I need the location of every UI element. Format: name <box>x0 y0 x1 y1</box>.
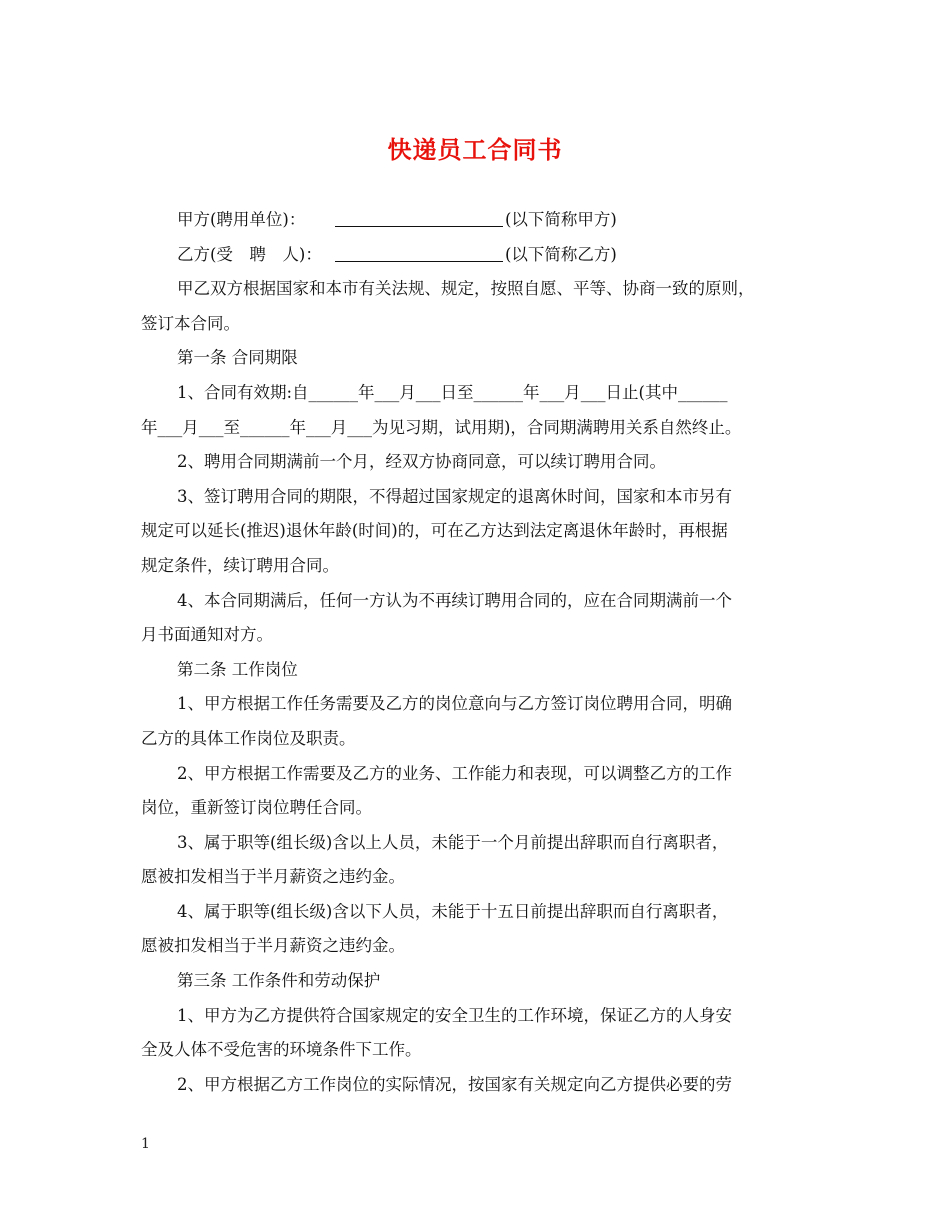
text-line: 2、甲方根据工作需要及乙方的业务、工作能力和表现，可以调整乙方的工作 <box>177 763 732 783</box>
text-line: 3、属于职等(组长级)含以上人员，未能于一个月前提出辞职而自行离职者， <box>177 832 729 852</box>
text-line: 1、甲方为乙方提供符合国家规定的安全卫生的工作环境，保证乙方的人身安 <box>177 1005 732 1025</box>
party-b-label: 乙方(受 聘 人)： <box>177 244 322 264</box>
text-line: 第二条 工作岗位 <box>177 659 298 679</box>
text-line: 第三条 工作条件和劳动保护 <box>177 971 381 991</box>
text-line: 3、签订聘用合同的期限，不得超过国家规定的退离休时间，国家和本市另有 <box>177 486 732 506</box>
party-b-blank <box>335 243 503 262</box>
party-a-label: 甲方(聘用单位)： <box>177 210 306 229</box>
text-line: 1、甲方根据工作任务需要及乙方的岗位意向与乙方签订岗位聘用合同，明确 <box>177 694 732 714</box>
text-line: 规定条件，续订聘用合同。 <box>141 555 339 575</box>
text-line: 2、聘用合同期满前一个月，经双方协商同意，可以续订聘用合同。 <box>177 452 666 472</box>
contract-paragraphs <box>141 272 811 1102</box>
party-b-suffix: (以下简称乙方) <box>505 244 617 264</box>
text-line: 愿被扣发相当于半月薪资之违约金。 <box>141 867 405 887</box>
text-line: 年___月___至______年___月___为见习期，试用期)，合同期满聘用关系自然终止。 <box>141 417 742 437</box>
text-line: 4、属于职等(组长级)含以下人员，未能于十五日前提出辞职而自行离职者， <box>177 901 729 921</box>
document-body <box>141 203 811 1102</box>
party-a-suffix: (以下简称甲方) <box>505 210 617 229</box>
page-number: 1 <box>141 1136 150 1152</box>
text-line: 签订本合同。 <box>141 313 240 333</box>
text-line: 乙方的具体工作岗位及职责。 <box>141 728 356 748</box>
text-line: 岗位，重新签订岗位聘任合同。 <box>141 798 372 818</box>
text-line: 规定可以延长(推迟)退休年龄(时间)的，可在乙方达到法定离退休年龄时，再根据 <box>141 521 728 541</box>
text-line: 1、合同有效期:自______年___月___日至______年___月___日止(其中______ <box>177 382 728 402</box>
text-line: 第一条 合同期限 <box>177 348 298 368</box>
text-line: 愿被扣发相当于半月薪资之违约金。 <box>141 936 405 956</box>
party-a-line <box>141 203 811 238</box>
document-title: 快递员工合同书 <box>387 136 563 164</box>
text-line: 甲乙双方根据国家和本市有关法规、规定，按照自愿、平等、协商一致的原则， <box>177 279 755 299</box>
text-line: 4、本合同期满后，任何一方认为不再续订聘用合同的，应在合同期满前一个 <box>177 590 732 610</box>
party-a-blank <box>335 208 503 227</box>
text-line: 月书面通知对方。 <box>141 625 273 645</box>
text-line: 全及人体不受危害的环境条件下工作。 <box>141 1040 422 1060</box>
text-line: 2、甲方根据乙方工作岗位的实际情况，按国家有关规定向乙方提供必要的劳 <box>177 1074 732 1094</box>
party-b-line <box>141 238 811 273</box>
